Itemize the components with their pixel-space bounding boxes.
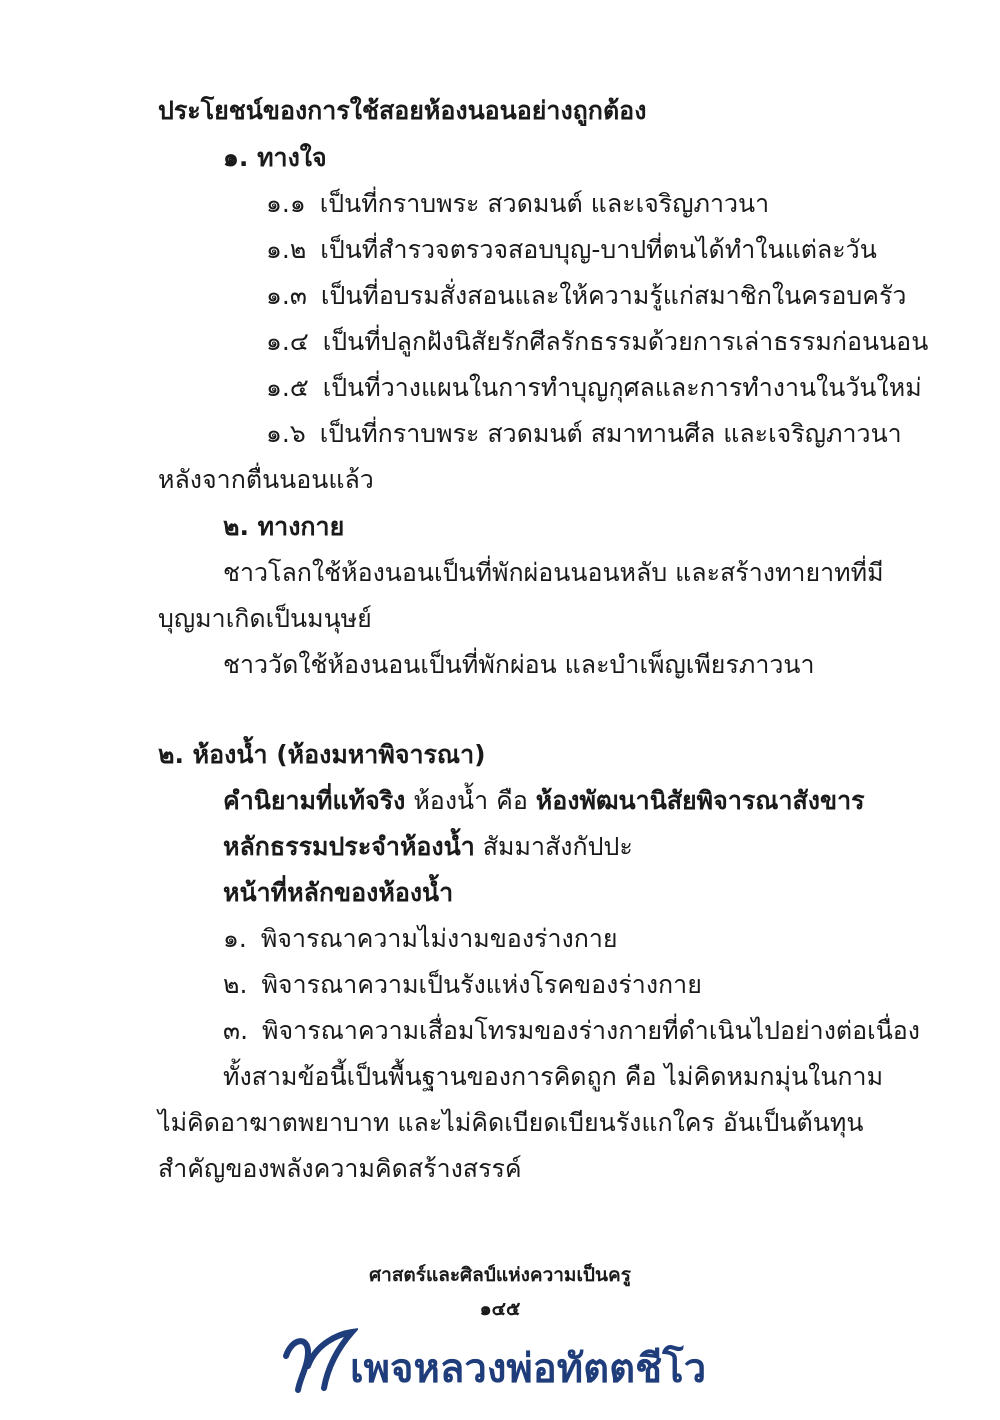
list-item: [266, 187, 769, 221]
list-item: [266, 279, 906, 313]
item-text: เป็นที่สำรวจตรวจสอบบุญ-บาปที่ตนได้ทำในแต่ละวัน: [320, 235, 877, 264]
duty-item: [223, 968, 702, 1002]
section-heading: ประโยชน์ของการใช้สอยห้องนอนอย่างถูกต้อง: [158, 96, 647, 125]
duty-text: พิจารณาความไม่งามของร่างกาย: [260, 924, 618, 953]
duty-text: พิจารณาความเสื่อมโทรมของร่างกายที่ดำเนินไปอย่างต่อเนื่อง: [262, 1016, 921, 1045]
principle-label: หลักธรรมประจำห้องน้ำ: [223, 832, 475, 861]
principle-value: สัมมาสังกัปปะ: [482, 832, 633, 861]
list-item: [266, 417, 902, 451]
duty-item: [223, 1014, 920, 1048]
paragraph-line: บุญมาเกิดเป็นมนุษย์: [158, 604, 372, 633]
item-number: ๑.๒: [266, 235, 307, 264]
item-text: เป็นที่กราบพระ สวดมนต์ สมาทานศีล และเจริญภาวนา: [319, 419, 902, 448]
list-item-continuation: หลังจากตื่นนอนแล้ว: [158, 465, 374, 494]
principle-line: [223, 830, 633, 864]
paragraph-line: ชาววัดใช้ห้องนอนเป็นที่พักผ่อน และบำเพ็ญเพียรภาวนา: [223, 650, 815, 679]
footer-book-title: ศาสตร์และศิลป์แห่งความเป็นครู: [369, 1264, 631, 1286]
logo-mark-icon: [278, 1326, 358, 1396]
subsection-title-mind: ๑. ทางใจ: [223, 143, 327, 172]
list-item: [266, 325, 928, 359]
definition-label: คำนิยามที่แท้จริง: [223, 786, 406, 815]
logo-text: เพจหลวงพ่อทัตตชีโว: [350, 1346, 707, 1392]
item-number: ๑.๕: [266, 373, 309, 402]
item-text: เป็นที่อบรมสั่งสอนและให้ความรู้แก่สมาชิกในครอบครัว: [320, 281, 907, 310]
summary-line: สำคัญของพลังความคิดสร้างสรรค์: [158, 1154, 522, 1183]
duty-number: ๓.: [223, 1016, 249, 1045]
item-text: เป็นที่กราบพระ สวดมนต์ และเจริญภาวนา: [319, 189, 770, 218]
definition-value: ห้องพัฒนานิสัยพิจารณาสังขาร: [535, 786, 865, 815]
page-number: ๑๔๕: [479, 1298, 521, 1320]
duty-number: ๑.: [223, 924, 247, 953]
summary-line: ทั้งสามข้อนี้เป็นพื้นฐานของการคิดถูก คือ ไม่คิดหมกมุ่นในกาม: [223, 1062, 884, 1091]
item-text: เป็นที่วางแผนในการทำบุญกุศลและการทำงานในวันใหม่: [322, 373, 922, 402]
definition-line: [223, 784, 865, 818]
summary-line: ไม่คิดอาฆาตพยาบาท และไม่คิดเบียดเบียนรังแกใคร อันเป็นต้นทุน: [158, 1108, 864, 1137]
item-text: เป็นที่ปลูกฝังนิสัยรักศีลรักธรรมด้วยการเล่าธรรมก่อนนอน: [322, 327, 929, 356]
duties-label: หน้าที่หลักของห้องน้ำ: [223, 878, 454, 907]
duty-item: [223, 922, 618, 956]
bathroom-heading: ๒. ห้องน้ำ (ห้องมหาพิจารณา): [158, 740, 486, 769]
paragraph-line: ชาวโลกใช้ห้องนอนเป็นที่พักผ่อนนอนหลับ และสร้างทายาทที่มี: [223, 558, 884, 587]
list-item: [266, 371, 922, 405]
duty-text: พิจารณาความเป็นรังแห่งโรคของร่างกาย: [261, 970, 702, 999]
duty-number: ๒.: [223, 970, 248, 999]
item-number: ๑.๑: [266, 189, 306, 218]
item-number: ๑.๖: [266, 419, 306, 448]
definition-mid: ห้องน้ำ คือ: [413, 786, 528, 815]
item-number: ๑.๓: [266, 281, 307, 310]
item-number: ๑.๔: [266, 327, 309, 356]
list-item: [266, 233, 877, 267]
page-logo: [278, 1326, 738, 1396]
subsection-title-body: ๒. ทางกาย: [223, 512, 345, 541]
